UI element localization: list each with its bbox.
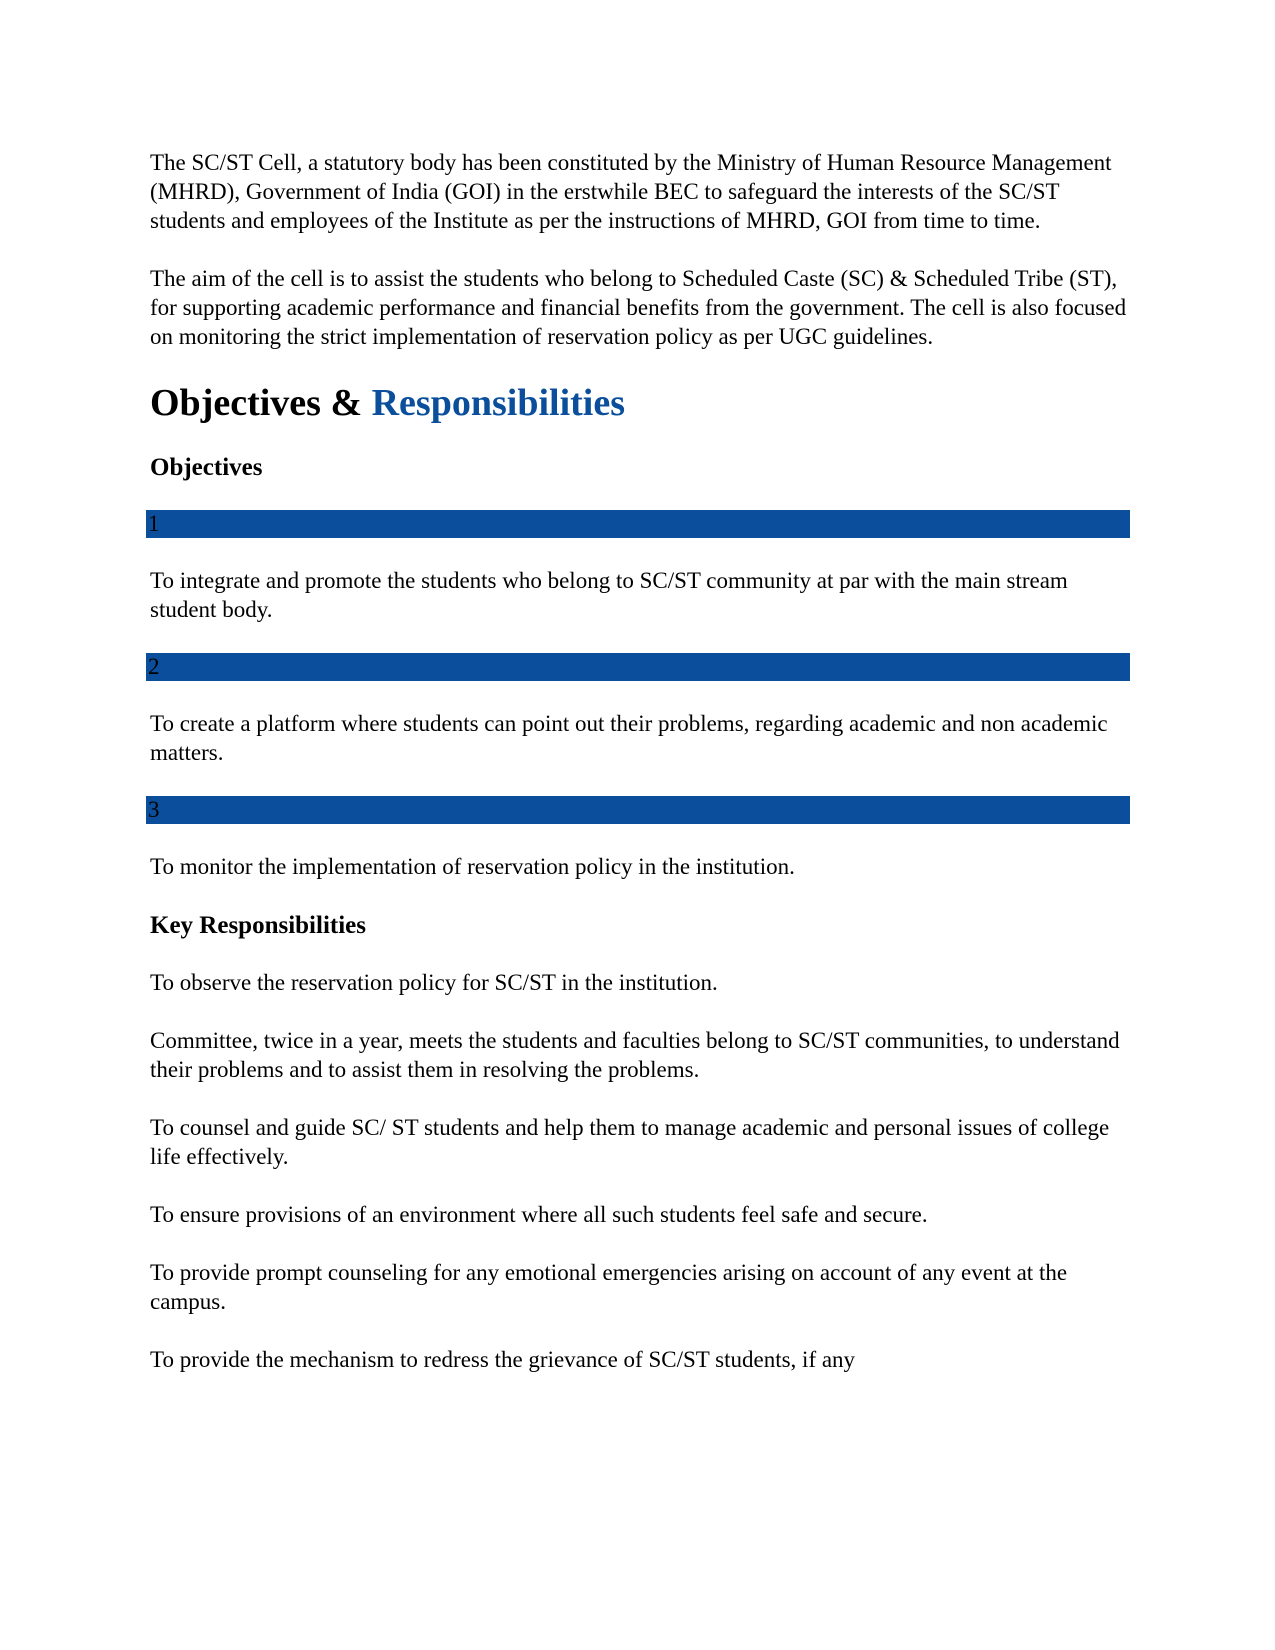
responsibilities-heading: Key Responsibilities: [150, 912, 366, 939]
responsibility-item: To ensure provisions of an environment where all such students feel safe and secure.: [150, 1202, 928, 1227]
document-page: [150, 148, 1130, 1403]
objective-text: To create a platform where students can point out their problems, regarding academic and non academic matters.: [150, 711, 1108, 765]
responsibility-item: To provide the mechanism to redress the grievance of SC/ST students, if any: [150, 1347, 856, 1372]
section-heading: [150, 380, 1130, 426]
objective-number-bar: 2: [146, 653, 1130, 681]
objective-number-bar: 1: [146, 510, 1130, 538]
objective-text: To monitor the implementation of reservation policy in the institution.: [150, 854, 795, 879]
heading-text: Objectives &: [150, 382, 372, 424]
objectives-heading: Objectives: [150, 454, 263, 481]
intro-paragraph: The aim of the cell is to assist the students who belong to Scheduled Caste (SC) & Scheduled Tribe (ST), for supporting academic performance and financial benefits from the government. The cell is also focused on monitoring the strict implementation of reservation policy as per UGC guidelines.: [150, 266, 1127, 349]
intro-paragraph: The SC/ST Cell, a statutory body has been constituted by the Ministry of Human Resource Management (MHRD), Government of India (GOI) in the erstwhile BEC to safeguard the interests of the SC/ST students and employees of the Institute as per the instructions of MHRD, GOI from time to time.: [150, 150, 1112, 233]
objective-text: To integrate and promote the students who belong to SC/ST community at par with the main stream student body.: [150, 568, 1068, 622]
responsibility-item: To counsel and guide SC/ ST students and help them to manage academic and personal issues of college life effectively.: [150, 1115, 1110, 1169]
responsibility-item: To observe the reservation policy for SC/ST in the institution.: [150, 970, 718, 995]
heading-accent-text: Responsibilities: [371, 382, 625, 424]
responsibility-item: To provide prompt counseling for any emotional emergencies arising on account of any event at the campus.: [150, 1260, 1068, 1314]
objective-number-bar: 3: [146, 796, 1130, 824]
responsibility-item: Committee, twice in a year, meets the students and faculties belong to SC/ST communities, to understand their problems and to assist them in resolving the problems.: [150, 1028, 1120, 1082]
